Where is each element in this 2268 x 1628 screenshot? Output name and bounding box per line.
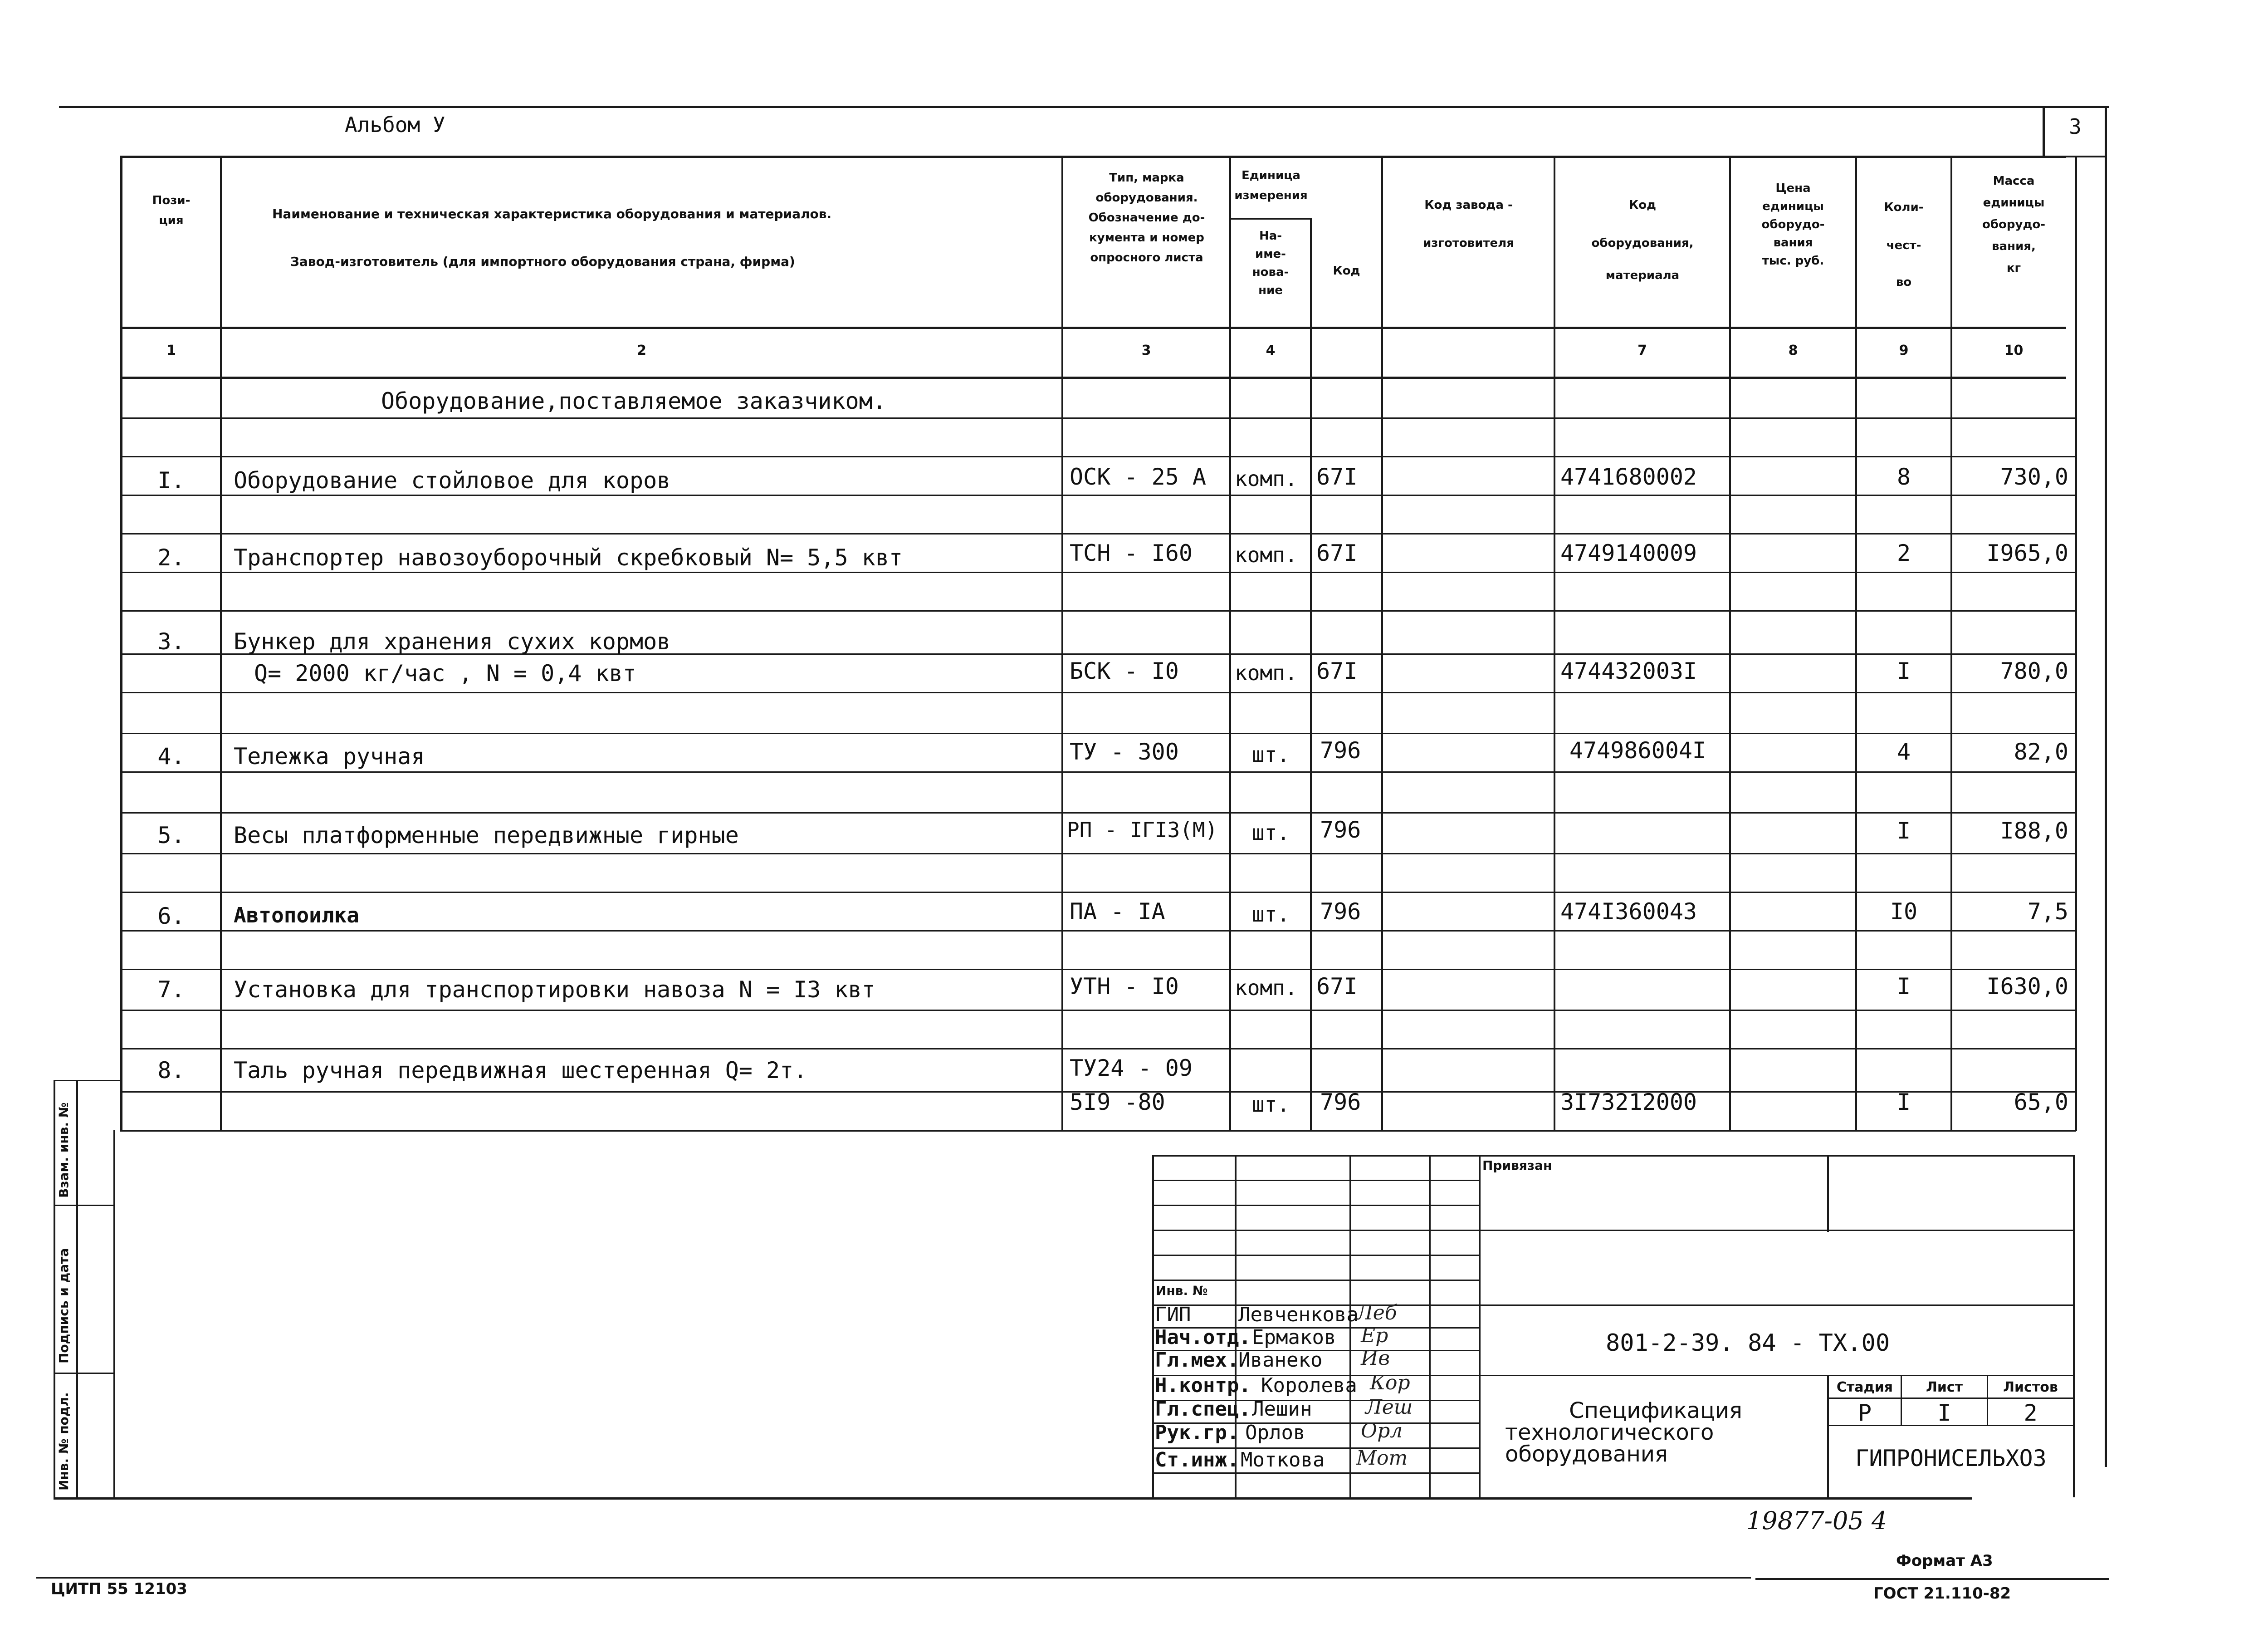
row6-unit: шт.	[1252, 902, 1290, 927]
row6-mass: 7,5	[2027, 898, 2068, 925]
header-qty-end: во	[1896, 275, 1912, 289]
document-code: 801-2-39. 84 - ТХ.00	[1606, 1329, 1890, 1357]
frame-bottom-line	[54, 1497, 1972, 1500]
row3-qty: I	[1897, 658, 1911, 684]
header-type: Тип, марка оборудования. Обозначение до- кумента и номер опросного листа	[1088, 171, 1205, 265]
signature-rukgr: Орл	[1361, 1419, 1403, 1442]
footer-left-line	[36, 1577, 1751, 1579]
section-title: Оборудование,поставляемое заказчиком.	[381, 388, 886, 414]
row6-qty: I0	[1890, 898, 1918, 925]
row2-unit-code: 67I	[1316, 540, 1358, 566]
col-divider-3	[1229, 156, 1231, 1131]
tb-right-line	[2073, 1155, 2075, 1497]
name-gip: Левченкова	[1238, 1303, 1359, 1326]
role-nach: Нач.отд.	[1155, 1326, 1251, 1349]
row8-name: Таль ручная передвижная шестеренная Q= 2т.	[234, 1057, 807, 1084]
role-gip: ГИП	[1155, 1303, 1191, 1326]
row6-pos: 6.	[157, 903, 185, 929]
header-price: Цена единицы оборудо- вания тыс. руб.	[1761, 181, 1825, 268]
col-divider-7	[1729, 156, 1731, 1131]
row3-mass: 780,0	[2000, 658, 2068, 684]
signature-stinzh: Мот	[1356, 1447, 1408, 1470]
sheet-label: Лист	[1926, 1379, 1963, 1395]
tb-row	[1152, 1230, 2075, 1231]
row-line	[120, 853, 2076, 854]
row8-unit-code: 796	[1320, 1089, 1361, 1115]
colnum-4: 4	[1266, 343, 1276, 358]
colnum-1: 1	[166, 343, 176, 358]
col-divider-2	[1061, 156, 1063, 1131]
row8-mass: 65,0	[2014, 1089, 2068, 1115]
footer-line	[1755, 1578, 2109, 1580]
side-stamp-sep1	[54, 1205, 115, 1206]
row5-pos: 5.	[157, 822, 185, 848]
doc-title-line2: технологического	[1505, 1420, 1714, 1445]
row3-name: Бункер для хранения сухих кормов	[234, 628, 671, 655]
header-unit-code: Код	[1333, 264, 1360, 278]
row4-mass: 82,0	[2014, 739, 2068, 765]
table-bottom-line	[120, 1130, 2076, 1132]
side-vzam-label: Взам. инв. №	[56, 1102, 71, 1198]
row4-unit: шт.	[1252, 742, 1290, 767]
name-rukgr: Орлов	[1245, 1421, 1305, 1444]
name-nkontr: Королева	[1261, 1374, 1357, 1397]
row8-type: ТУ24 - 09	[1070, 1055, 1193, 1081]
header-material: материала	[1605, 269, 1680, 282]
row1-code: 4741680002	[1560, 464, 1697, 490]
row-line	[120, 930, 2076, 932]
row-line	[120, 456, 2076, 457]
tb-privyazan-split	[1827, 1155, 1829, 1232]
row4-qty: 4	[1897, 739, 1911, 765]
row3-pos: 3.	[157, 628, 185, 655]
unit-group-line	[1230, 218, 1312, 220]
row-line	[120, 572, 2076, 573]
inv-no-label: Инв. №	[1156, 1283, 1208, 1298]
header-name-line2: Завод-изготовитель (для импортного оборудования страна, фирма)	[290, 254, 795, 269]
role-stinzh: Ст.инж.	[1155, 1448, 1239, 1471]
header-pos: Пози- ция	[152, 194, 191, 227]
organization-name: ГИПРОНИСЕЛЬХОЗ	[1855, 1445, 2047, 1471]
side-invpodl-label: Инв. № подл.	[56, 1392, 71, 1491]
row8-type2: 5I9 -80	[1070, 1089, 1165, 1115]
row2-unit: комп.	[1235, 543, 1298, 567]
row1-type: ОСК - 25 А	[1070, 464, 1207, 490]
sheet-value: I	[1937, 1400, 1951, 1426]
row5-unit-code: 796	[1320, 817, 1361, 843]
row-line	[120, 417, 2076, 419]
row2-type: ТСН - I60	[1070, 540, 1193, 566]
handwritten-inventory-number: 19877-05 4	[1746, 1506, 1887, 1535]
tb-row	[1152, 1472, 1479, 1474]
citp-label: ЦИТП 55 12103	[51, 1580, 187, 1598]
row5-unit: шт.	[1252, 820, 1290, 845]
row3-name2: Q= 2000 кг/час , N = 0,4 квт	[254, 660, 636, 687]
side-stamp-left-line	[54, 1080, 55, 1497]
row-line	[120, 771, 2076, 773]
row7-type: УТН - I0	[1070, 973, 1179, 1000]
row8-pos: 8.	[157, 1057, 185, 1084]
tb-row	[1152, 1280, 1479, 1281]
name-glspec: Лешин	[1252, 1398, 1312, 1421]
row8-code: 3I73212000	[1560, 1089, 1697, 1115]
header-factory-code: Код завода - изготовителя	[1423, 198, 1514, 250]
side-stamp-top	[54, 1080, 122, 1081]
name-nach: Ермаков	[1252, 1326, 1336, 1349]
row6-unit-code: 796	[1320, 898, 1361, 925]
row3-unit: комп.	[1235, 661, 1298, 685]
signature-glmeh: Ив	[1361, 1347, 1390, 1370]
name-glmeh: Иванеко	[1238, 1348, 1323, 1372]
table-top-line	[120, 156, 2066, 158]
tb-row	[1479, 1304, 2075, 1306]
tb-col-line4	[1479, 1155, 1481, 1497]
colnum-7: 7	[1637, 343, 1647, 358]
row5-qty: I	[1897, 818, 1911, 844]
header-name-line1: Наименование и техническая характеристика оборудования и материалов.	[272, 206, 832, 221]
row-line	[120, 533, 2076, 534]
name-stinzh: Моткова	[1241, 1448, 1325, 1471]
row2-mass: I965,0	[1986, 540, 2068, 566]
colnum-9: 9	[1899, 343, 1909, 358]
right-frame-line	[2105, 106, 2107, 1467]
tb-row	[1152, 1255, 1479, 1256]
header-equipment-code: Код оборудования,	[1591, 198, 1694, 250]
row1-qty: 8	[1897, 464, 1911, 490]
colnum-10: 10	[2004, 343, 2024, 358]
row8-unit: шт.	[1252, 1092, 1290, 1117]
row-line	[120, 610, 2076, 612]
header-bottom-line	[120, 327, 2066, 329]
row6-name: Автопоилка	[234, 903, 359, 927]
col-divider-6	[1554, 156, 1555, 1131]
sheet-number: 3	[2069, 114, 2082, 139]
row3-unit-code: 67I	[1316, 658, 1358, 684]
row7-name: Установка для транспортировки навоза N = I3 квт	[234, 976, 875, 1003]
tb-col-line3	[1429, 1155, 1431, 1497]
side-stamp-mid-line	[76, 1080, 78, 1497]
row-line	[120, 692, 2076, 693]
row8-qty: I	[1897, 1089, 1911, 1115]
row-line	[120, 812, 2076, 814]
album-label: Альбом У	[345, 113, 445, 137]
row3-type: БСК - I0	[1070, 658, 1179, 684]
colnum-3: 3	[1141, 343, 1151, 358]
row7-mass: I630,0	[1986, 973, 2068, 1000]
row5-type: РП - IГI3(М)	[1067, 818, 1218, 842]
row-line	[120, 495, 2076, 496]
row1-name: Оборудование стойловое для коров	[234, 467, 671, 494]
row2-code: 4749140009	[1560, 540, 1697, 566]
row3-code: 474432003I	[1560, 658, 1697, 684]
row4-pos: 4.	[157, 743, 185, 770]
frame-left-line	[113, 1130, 115, 1497]
row1-unit: комп.	[1235, 466, 1298, 491]
sheets-label: Листов	[2003, 1379, 2058, 1395]
gost-label: ГОСТ 21.110-82	[1873, 1584, 2011, 1603]
row1-unit-code: 67I	[1316, 464, 1358, 490]
row2-name: Транспортер навозоуборочный скребковый N= 5,5 квт	[234, 544, 903, 571]
role-nkontr: Н.контр.	[1155, 1374, 1251, 1397]
header-mass: Масса единицы оборудо- вания, кг	[1982, 174, 2046, 275]
stage-label: Стадия	[1836, 1379, 1893, 1395]
signature-nach: Ер	[1361, 1324, 1388, 1347]
top-border-line	[59, 106, 2109, 108]
row7-qty: I	[1897, 973, 1911, 1000]
colnum-2: 2	[637, 343, 646, 358]
colnum-8: 8	[1788, 343, 1798, 358]
row-line	[120, 1048, 2076, 1049]
role-rukgr: Рук.гр.	[1155, 1421, 1239, 1444]
side-stamp-sep2	[54, 1373, 115, 1374]
row7-unit-code: 67I	[1316, 973, 1358, 1000]
row-line	[120, 892, 2076, 893]
row4-type: ТУ - 300	[1070, 739, 1179, 765]
tb-row	[1152, 1205, 1479, 1206]
col-divider-5	[1381, 156, 1383, 1131]
tb-row	[1152, 1180, 1479, 1181]
row6-type: ПА - IА	[1070, 898, 1165, 925]
row2-qty: 2	[1897, 540, 1911, 566]
sheets-value: 2	[2024, 1400, 2038, 1426]
format-label: Формат А3	[1896, 1552, 1993, 1570]
row4-unit-code: 796	[1320, 737, 1361, 764]
role-glspec: Гл.спец.	[1155, 1398, 1251, 1421]
col-divider-4	[1310, 218, 1312, 1131]
row4-code: 474986004I	[1569, 737, 1706, 764]
row7-pos: 7.	[157, 976, 185, 1003]
col-divider-1	[220, 156, 222, 1131]
row-line	[120, 969, 2076, 970]
tb-stage-header-line	[1827, 1398, 2075, 1399]
signature-gip: Леб	[1356, 1301, 1397, 1324]
header-unit-group: Единица измерения	[1234, 169, 1308, 202]
row6-code: 474I360043	[1560, 898, 1697, 925]
header-qty: Коли- чест-	[1884, 201, 1924, 252]
header-unit-name: На- име- нова- ние	[1252, 229, 1289, 297]
signature-glspec: Леш	[1365, 1396, 1413, 1419]
role-glmeh: Гл.мех.	[1155, 1348, 1239, 1372]
sheet-no-divider	[2043, 106, 2045, 157]
doc-title-line3: оборудования	[1505, 1442, 1668, 1467]
doc-title-line1: Спецификация	[1569, 1398, 1742, 1423]
side-podpis-label: Подпись и дата	[56, 1248, 71, 1363]
signature-nkontr: Кор	[1370, 1371, 1410, 1394]
row2-pos: 2.	[157, 544, 185, 571]
colnum-bottom-line	[120, 377, 2066, 379]
privyazan-label: Привязан	[1482, 1158, 1552, 1173]
row1-pos: I.	[157, 467, 185, 494]
row5-mass: I88,0	[2000, 818, 2068, 844]
row-line	[120, 1010, 2076, 1011]
col-divider-10	[2075, 156, 2077, 1131]
row5-name: Весы платформенные передвижные гирные	[234, 822, 739, 848]
tb-left-line	[1152, 1155, 1154, 1497]
row-line	[120, 733, 2076, 734]
stage-value: Р	[1857, 1400, 1872, 1426]
row4-name: Тележка ручная	[234, 743, 425, 770]
row7-unit: комп.	[1235, 976, 1298, 1000]
row1-mass: 730,0	[2000, 464, 2068, 490]
tb-top-line	[1152, 1155, 2075, 1157]
